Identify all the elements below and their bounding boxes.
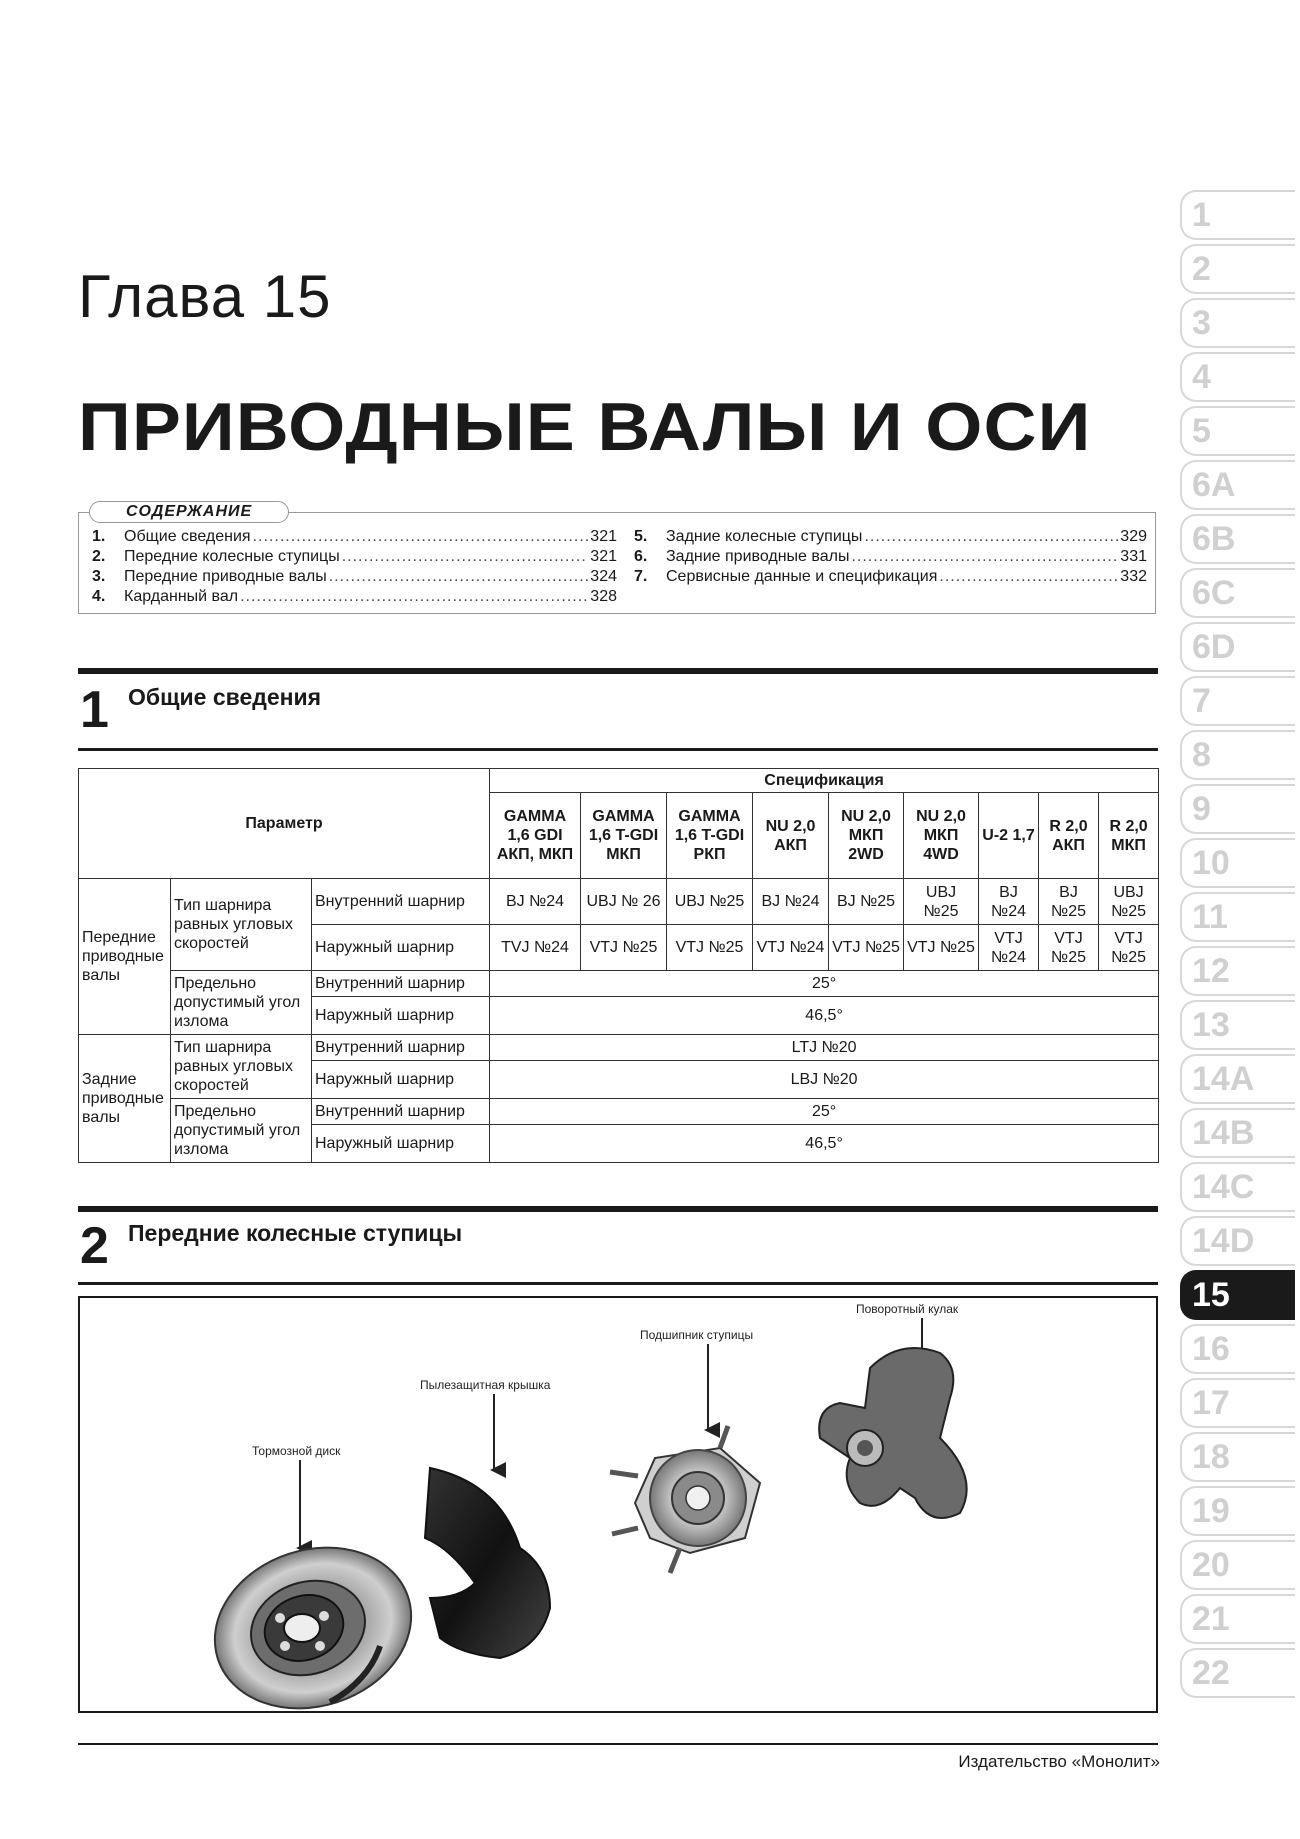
toc-leader	[253, 527, 589, 547]
toc-text: Карданный вал	[124, 588, 239, 605]
param-header: Параметр	[79, 769, 490, 879]
chapter-tab[interactable]: 5	[1180, 406, 1295, 456]
label-brake-disc: Тормозной диск	[252, 1444, 341, 1458]
hub-components-figure	[78, 1296, 1158, 1713]
table-cell: UBJ №25	[904, 879, 979, 925]
table-cell: VTJ №25	[667, 925, 753, 971]
chapter-tab[interactable]: 7	[1180, 676, 1295, 726]
hub-components-illustration	[80, 1298, 1156, 1711]
outer-label: Наружный шарнир	[312, 1061, 490, 1099]
toc-num: 4.	[92, 588, 106, 605]
column-header: NU 2,0 АКП	[753, 793, 829, 879]
toc-column-left	[92, 527, 617, 607]
chapter-tab[interactable]: 14D	[1180, 1216, 1295, 1266]
table-cell: TVJ №24	[490, 925, 581, 971]
toc-leader	[851, 547, 1118, 567]
outer-label: Наружный шарнир	[312, 925, 490, 971]
dust-cover-image	[425, 1468, 550, 1658]
column-header: NU 2,0 МКП 2WD	[829, 793, 904, 879]
table-cell: VTJ №25	[904, 925, 979, 971]
toc-page: 324	[590, 568, 617, 585]
chapter-tab[interactable]: 6C	[1180, 568, 1295, 618]
toc-text: Задние колесные ступицы	[666, 528, 863, 545]
table-cell: BJ №25	[829, 879, 904, 925]
table-cell: UBJ № 26	[581, 879, 667, 925]
outer-label: Наружный шарнир	[312, 997, 490, 1035]
section-1-number: 1	[80, 681, 109, 739]
chapter-tab[interactable]: 10	[1180, 838, 1295, 888]
column-header: GAMMA 1,6 GDI АКП, МКП	[490, 793, 581, 879]
footer-rule	[78, 1743, 1158, 1745]
toc-leader	[240, 587, 588, 607]
toc-leader	[342, 547, 589, 567]
column-header: U-2 1,7	[979, 793, 1039, 879]
table-cell: BJ №24	[753, 879, 829, 925]
toc-page: 328	[590, 588, 617, 605]
chapter-tab-active[interactable]: 15	[1180, 1270, 1295, 1320]
table-cell: UBJ №25	[667, 879, 753, 925]
section-rule-bottom	[78, 1282, 1158, 1285]
toc-item[interactable]	[634, 567, 1147, 587]
section-rule-top	[78, 1206, 1158, 1212]
toc-text: Общие сведения	[124, 528, 251, 545]
column-header: GAMMA 1,6 T-GDI МКП	[581, 793, 667, 879]
toc-page: 329	[1120, 528, 1147, 545]
table-cell: VTJ №25	[829, 925, 904, 971]
table-cell: VTJ №25	[1099, 925, 1159, 971]
toc-item[interactable]	[92, 587, 617, 607]
section-2-title: Передние колесные ступицы	[128, 1220, 463, 1246]
column-header: GAMMA 1,6 T-GDI РКП	[667, 793, 753, 879]
table-row	[79, 1035, 1159, 1061]
toc-item[interactable]	[92, 527, 617, 547]
spec-header: Спецификация	[490, 769, 1159, 793]
table-cell: 25°	[490, 1099, 1159, 1125]
toc-num: 7.	[634, 568, 648, 585]
table-row	[79, 1099, 1159, 1125]
toc-column-right	[634, 527, 1147, 587]
chapter-tab[interactable]: 14B	[1180, 1108, 1295, 1158]
chapter-tab[interactable]: 9	[1180, 784, 1295, 834]
publisher-footer: Издательство «Монолит»	[958, 1752, 1160, 1771]
table-cell: BJ №24	[490, 879, 581, 925]
toc-page: 321	[590, 528, 617, 545]
toc-num: 3.	[92, 568, 106, 585]
spec-table	[78, 768, 1159, 1163]
toc-text: Передние колесные ступицы	[124, 548, 340, 565]
table-cell: LTJ №20	[490, 1035, 1159, 1061]
toc-text: Задние приводные валы	[666, 548, 850, 565]
cv-type-label: Тип шарнира равных угловых скоростей	[171, 1035, 312, 1099]
section-rule-top	[78, 668, 1158, 674]
toc-num: 6.	[634, 548, 648, 565]
table-cell: UBJ №25	[1099, 879, 1159, 925]
toc-page: 321	[590, 548, 617, 565]
toc-num: 2.	[92, 548, 106, 565]
brake-disc-image	[194, 1523, 432, 1711]
label-hub-bearing: Подшипник ступицы	[640, 1328, 754, 1342]
chapter-tab[interactable]: 21	[1180, 1594, 1295, 1644]
table-cell: 46,5°	[490, 997, 1159, 1035]
chapter-tab[interactable]: 6B	[1180, 514, 1295, 564]
toc-page: 332	[1120, 568, 1147, 585]
table-row	[79, 971, 1159, 997]
chapter-tab[interactable]: 2	[1180, 244, 1295, 294]
toc-num: 5.	[634, 528, 648, 545]
chapter-tab[interactable]: 12	[1180, 946, 1295, 996]
chapter-tab[interactable]: 3	[1180, 298, 1295, 348]
table-cell: LBJ №20	[490, 1061, 1159, 1099]
section-1-title: Общие сведения	[128, 684, 322, 710]
toc-text: Сервисные данные и спецификация	[666, 568, 938, 585]
hub-bearing-image	[610, 1426, 760, 1573]
table-cell: 25°	[490, 971, 1159, 997]
toc-num: 1.	[92, 528, 106, 545]
chapter-label: Глава 15	[78, 263, 332, 330]
chapter-tab[interactable]: 1	[1180, 190, 1295, 240]
chapter-tab[interactable]: 11	[1180, 892, 1295, 942]
group-rear: Задние приводные валы	[79, 1035, 171, 1163]
max-angle-label: Предельно допустимый угол излома	[171, 971, 312, 1035]
table-of-contents	[78, 503, 1156, 614]
cv-type-label: Тип шарнира равных угловых скоростей	[171, 879, 312, 971]
chapter-tab[interactable]: 22	[1180, 1648, 1295, 1698]
outer-label: Наружный шарнир	[312, 1125, 490, 1163]
label-dust-cover: Пылезащитная крышка	[420, 1378, 551, 1392]
chapter-tab[interactable]: 20	[1180, 1540, 1295, 1590]
chapter-tab[interactable]: 6D	[1180, 622, 1295, 672]
inner-label: Внутренний шарнир	[312, 1035, 490, 1061]
toc-item[interactable]	[634, 527, 1147, 547]
chapter-tab[interactable]: 16	[1180, 1324, 1295, 1374]
section-2-number: 2	[80, 1217, 109, 1275]
toc-item[interactable]	[634, 547, 1147, 567]
chapter-title: ПРИВОДНЫЕ ВАЛЫ И ОСИ	[78, 389, 1092, 465]
chapter-tab[interactable]: 18	[1180, 1432, 1295, 1482]
chapter-tab[interactable]: 13	[1180, 1000, 1295, 1050]
toc-leader	[864, 527, 1118, 547]
column-header: R 2,0 АКП	[1039, 793, 1099, 879]
chapter-tab[interactable]: 6A	[1180, 460, 1295, 510]
steering-knuckle-image	[819, 1348, 967, 1518]
toc-leader	[939, 567, 1118, 587]
column-header: NU 2,0 МКП 4WD	[904, 793, 979, 879]
group-front: Передние приводные валы	[79, 879, 171, 1035]
toc-item[interactable]	[92, 547, 617, 567]
column-header: R 2,0 МКП	[1099, 793, 1159, 879]
chapter-tab[interactable]: 14A	[1180, 1054, 1295, 1104]
section-rule-bottom	[78, 748, 1158, 751]
toc-heading: СОДЕРЖАНИЕ	[89, 501, 289, 523]
table-cell: VTJ №24	[753, 925, 829, 971]
table-cell: BJ №25	[1039, 879, 1099, 925]
label-steering-knuckle: Поворотный кулак	[856, 1302, 959, 1316]
max-angle-label: Предельно допустимый угол излома	[171, 1099, 312, 1163]
inner-label: Внутренний шарнир	[312, 971, 490, 997]
table-cell: VTJ №24	[979, 925, 1039, 971]
table-cell: VTJ №25	[1039, 925, 1099, 971]
chapter-tab[interactable]: 14C	[1180, 1162, 1295, 1212]
table-cell: BJ №24	[979, 879, 1039, 925]
chapter-tab[interactable]: 17	[1180, 1378, 1295, 1428]
table-cell: 46,5°	[490, 1125, 1159, 1163]
chapter-tab[interactable]: 19	[1180, 1486, 1295, 1536]
table-row	[79, 879, 1159, 925]
chapter-tab[interactable]: 8	[1180, 730, 1295, 780]
table-cell: VTJ №25	[581, 925, 667, 971]
toc-text: Передние приводные валы	[124, 568, 327, 585]
chapter-tab[interactable]: 4	[1180, 352, 1295, 402]
inner-label: Внутренний шарнир	[312, 879, 490, 925]
inner-label: Внутренний шарнир	[312, 1099, 490, 1125]
toc-leader	[329, 567, 589, 587]
toc-item[interactable]	[92, 567, 617, 587]
toc-page: 331	[1120, 548, 1147, 565]
